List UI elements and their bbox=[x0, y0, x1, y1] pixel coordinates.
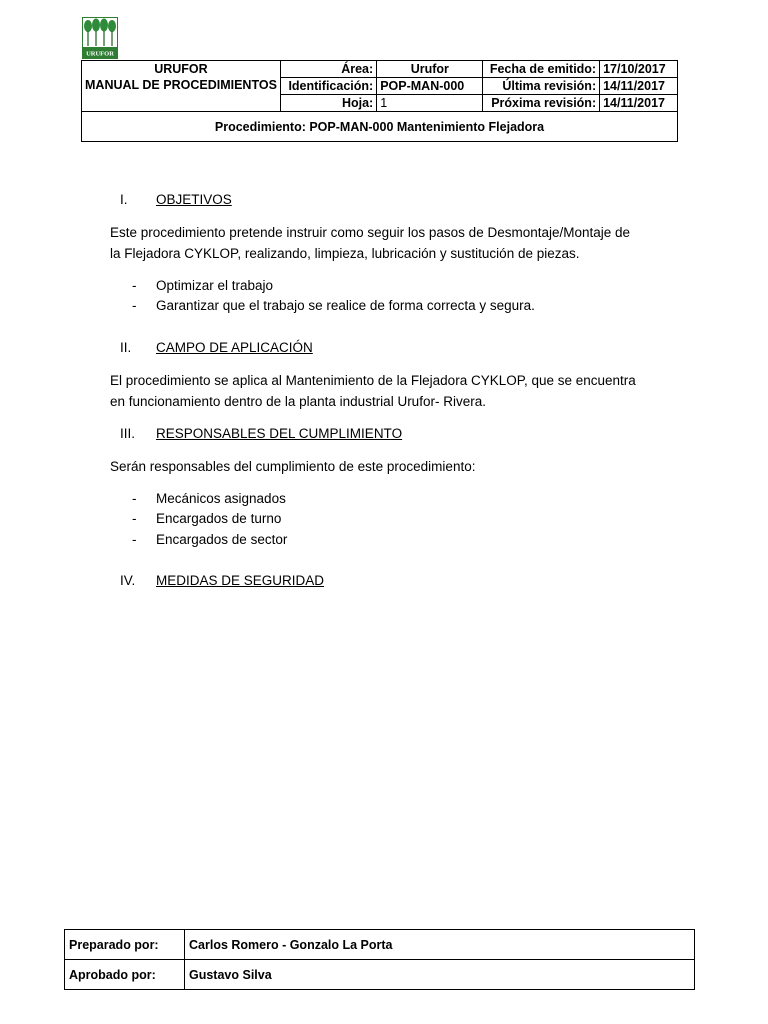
proxima-label: Próxima revisión: bbox=[483, 95, 600, 112]
list-item-text: Mecánicos asignados bbox=[156, 491, 286, 506]
paragraph-line: en funcionamiento dentro de la planta industrial Urufor- Rivera. bbox=[110, 394, 486, 409]
section-title: RESPONSABLES DEL CUMPLIMIENTO bbox=[156, 426, 403, 441]
bullet-marker: - bbox=[132, 298, 137, 313]
proxima-value: 14/11/2017 bbox=[600, 95, 678, 112]
section-medidas-heading bbox=[120, 573, 324, 588]
section-objetivos-heading bbox=[120, 192, 232, 207]
section-title: MEDIDAS DE SEGURIDAD bbox=[156, 573, 325, 588]
area-value: Urufor bbox=[377, 61, 483, 78]
area-label: Área: bbox=[280, 61, 376, 78]
responsables-paragraph bbox=[110, 456, 670, 477]
header-company-block bbox=[82, 61, 281, 112]
paragraph-line: la Flejadora CYKLOP, realizando, limpieza, lubricación y sustitución de piezas. bbox=[110, 246, 580, 261]
section-campo-heading bbox=[120, 340, 313, 355]
manual-title: MANUAL DE PROCEDIMIENTOS bbox=[85, 78, 277, 92]
ultima-label: Última revisión: bbox=[483, 78, 600, 95]
list-item bbox=[132, 276, 273, 296]
section-number: I. bbox=[120, 192, 128, 207]
list-item bbox=[132, 530, 287, 550]
ultima-value: 14/11/2017 bbox=[600, 78, 678, 95]
bullet-marker: - bbox=[132, 278, 137, 293]
logo-text: URUFOR bbox=[86, 50, 114, 58]
procedure-title: Procedimiento: POP-MAN-000 Mantenimiento Flejadora bbox=[82, 112, 678, 142]
aprobado-value: Gustavo Silva bbox=[185, 960, 695, 990]
section-number: III. bbox=[120, 426, 136, 441]
list-item bbox=[132, 509, 281, 529]
list-item-text: Garantizar que el trabajo se realice de forma correcta y segura. bbox=[156, 298, 535, 313]
document-header-table bbox=[81, 60, 678, 142]
hoja-value: 1 bbox=[377, 95, 483, 112]
id-value: POP-MAN-000 bbox=[377, 78, 483, 95]
section-number: II. bbox=[120, 340, 132, 355]
list-item-text: Encargados de turno bbox=[156, 511, 282, 526]
section-title: OBJETIVOS bbox=[156, 192, 232, 207]
preparado-value: Carlos Romero - Gonzalo La Porta bbox=[185, 930, 695, 960]
list-item bbox=[132, 489, 286, 509]
emitido-label: Fecha de emitido: bbox=[483, 61, 600, 78]
preparado-label: Preparado por: bbox=[65, 930, 185, 960]
campo-paragraph bbox=[110, 370, 670, 412]
section-title: CAMPO DE APLICACIÓN bbox=[156, 340, 313, 355]
bullet-marker: - bbox=[132, 491, 137, 506]
bullet-marker: - bbox=[132, 532, 137, 547]
hoja-label: Hoja: bbox=[280, 95, 376, 112]
company-name: URUFOR bbox=[154, 62, 208, 76]
paragraph-line: Serán responsables del cumplimiento de este procedimiento: bbox=[110, 459, 476, 474]
bullet-marker: - bbox=[132, 511, 137, 526]
list-item-text: Encargados de sector bbox=[156, 532, 288, 547]
list-item-text: Optimizar el trabajo bbox=[156, 278, 274, 293]
aprobado-label: Aprobado por: bbox=[65, 960, 185, 990]
list-item bbox=[132, 296, 535, 316]
tree-logo-icon bbox=[83, 18, 117, 58]
section-responsables-heading bbox=[120, 426, 402, 441]
emitido-value: 17/10/2017 bbox=[600, 61, 678, 78]
paragraph-line: El procedimiento se aplica al Mantenimiento de la Flejadora CYKLOP, que se encuentra bbox=[110, 373, 636, 388]
objetivos-paragraph bbox=[110, 222, 670, 264]
id-label: Identificación: bbox=[280, 78, 376, 95]
signature-table bbox=[64, 929, 695, 990]
paragraph-line: Este procedimiento pretende instruir como seguir los pasos de Desmontaje/Montaje de bbox=[110, 225, 631, 240]
section-number: IV. bbox=[120, 573, 136, 588]
urufor-logo bbox=[82, 17, 118, 59]
